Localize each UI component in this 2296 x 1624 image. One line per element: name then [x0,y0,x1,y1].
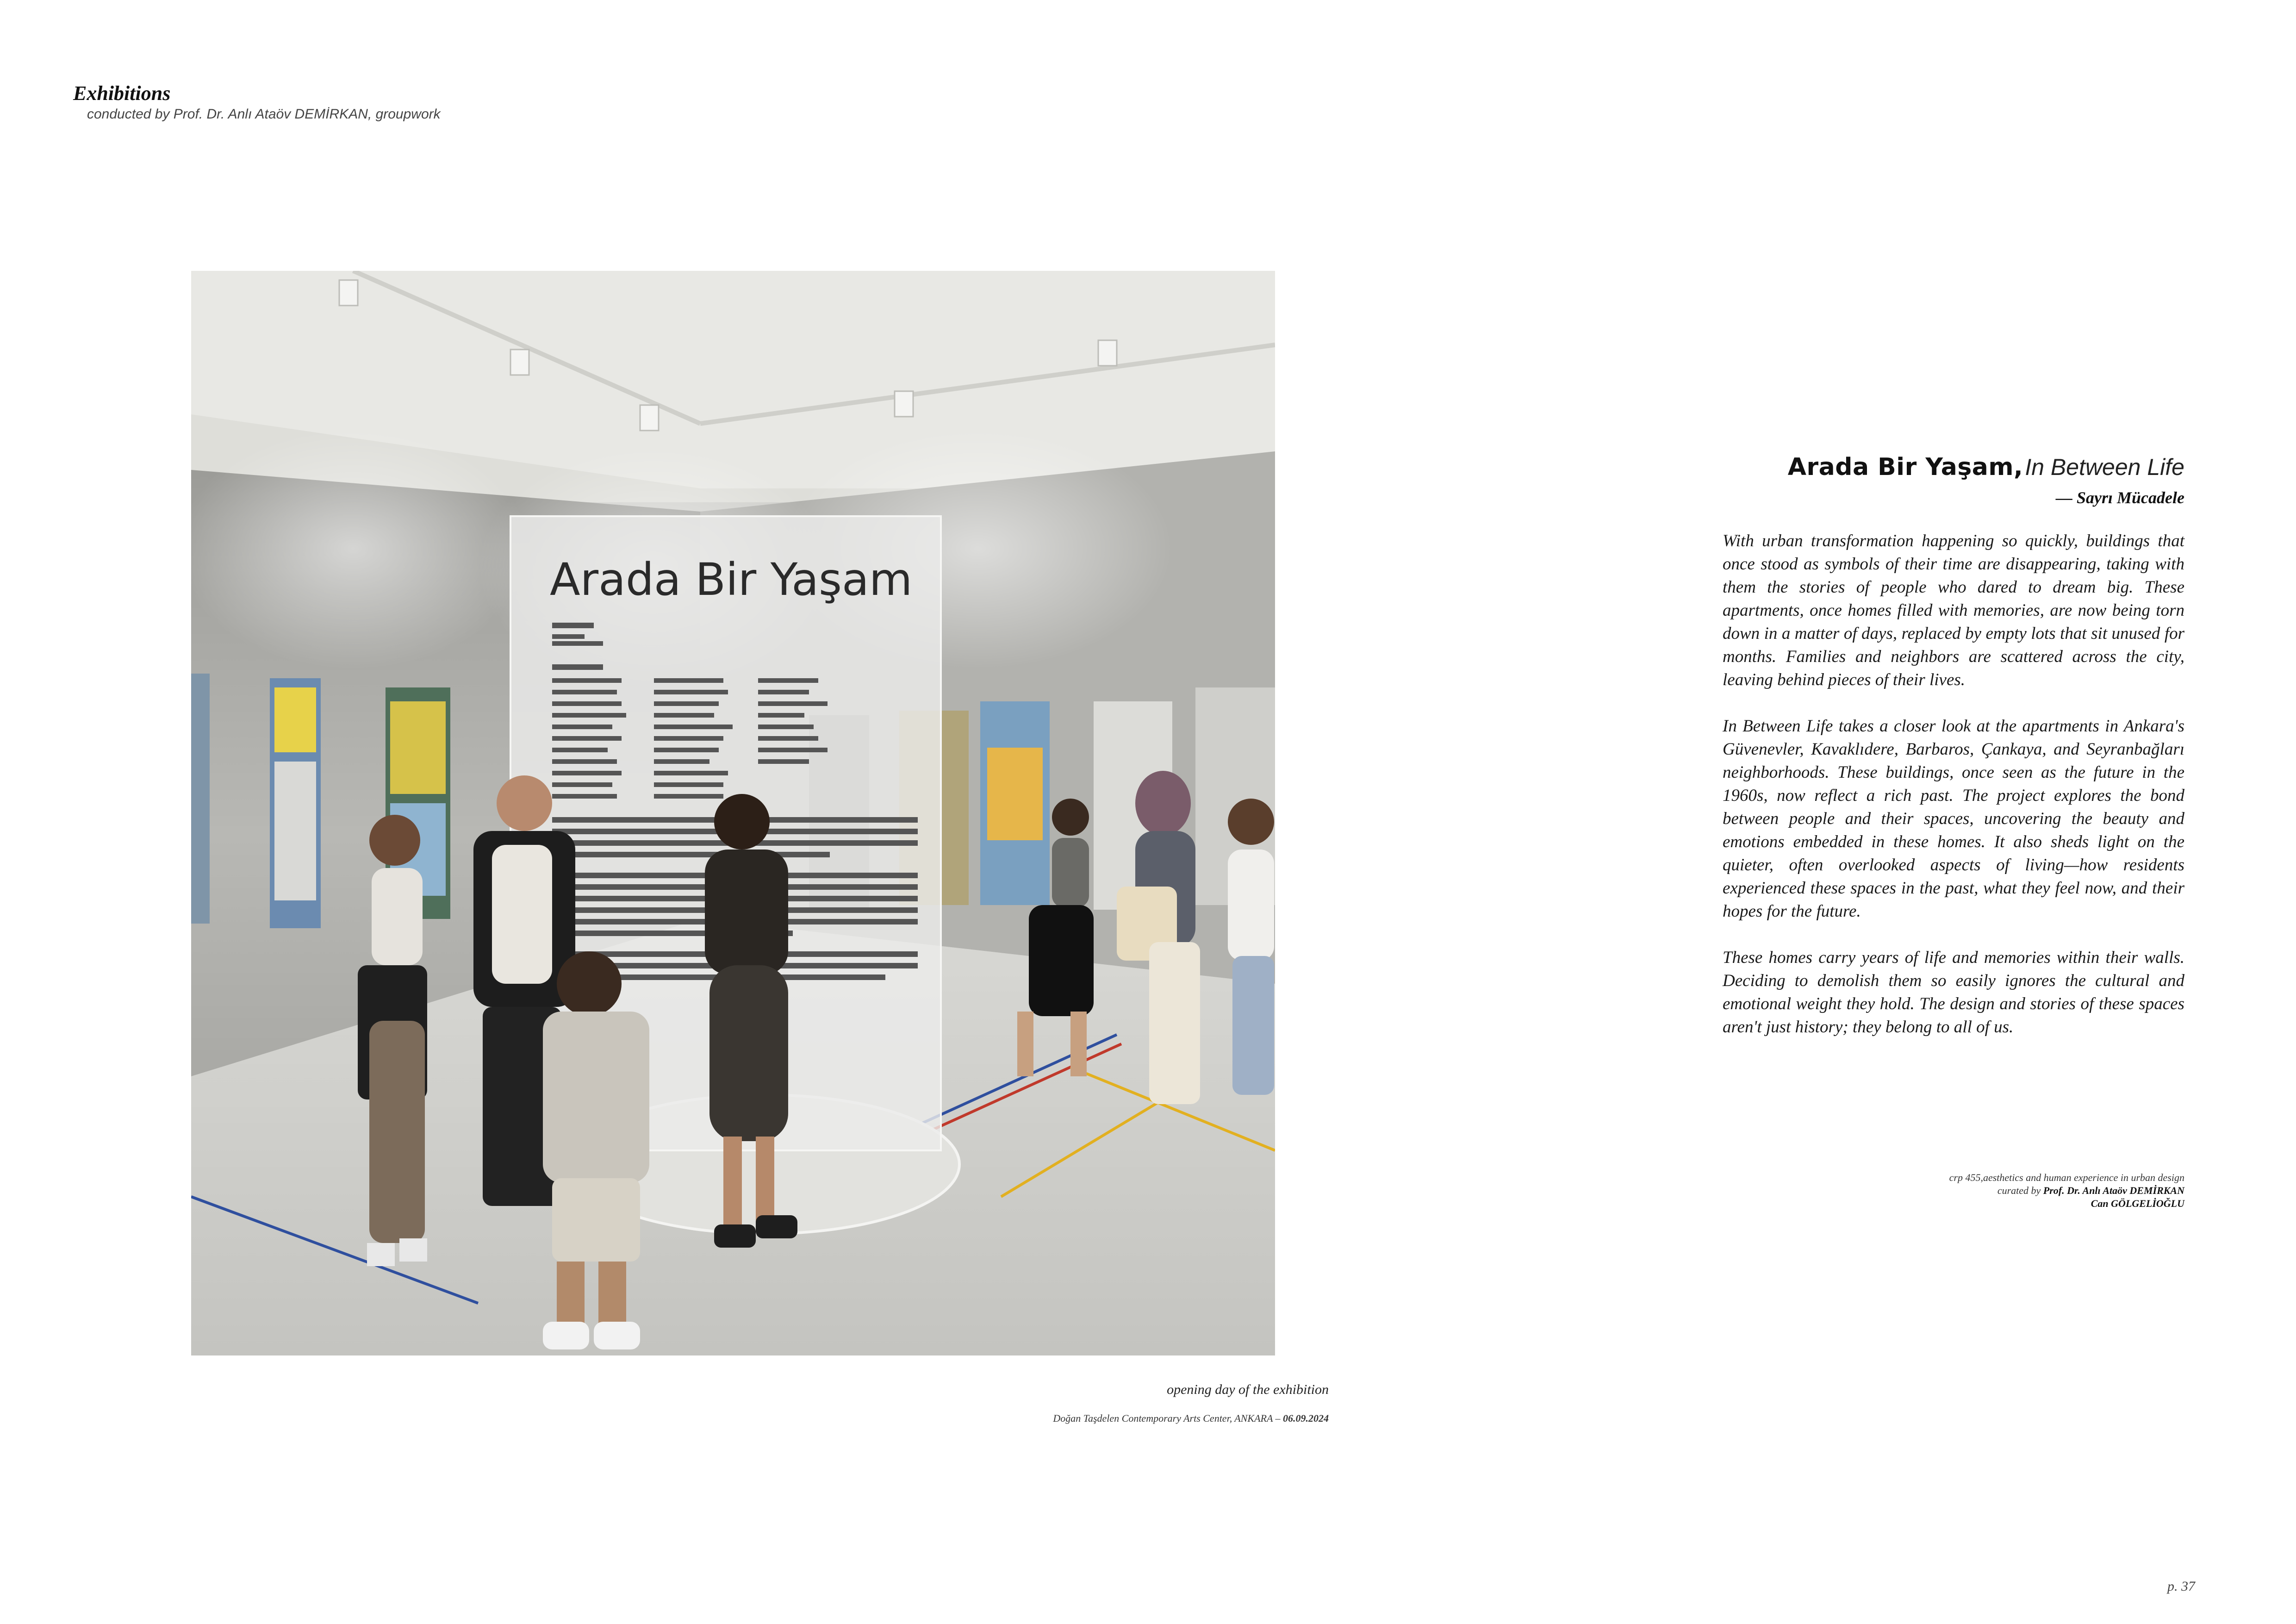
course-credit [1949,1171,2184,1210]
caption-venue-text: Doğan Taşdelen Contemporary Arts Center, ANKARA – [1053,1412,1283,1424]
curator-2-line [1949,1197,2184,1210]
article-title-sub: In Between Life [2025,454,2184,480]
article-body [1723,530,2184,1039]
paragraph: These homes carry years of life and memories within their walls. Deciding to demolish them so easily ignores the cultural and emotional weight they hold. The design and stories of these spaces aren't just history; they belong to all of us. [1723,948,2184,1037]
photo-caption [1053,1382,1329,1424]
article [1723,454,2184,1062]
section-credit: conducted by Prof. Dr. Anlı Ataöv DEMİRKAN, groupwork [87,106,441,122]
page-number: p. 37 [2167,1579,2195,1594]
curated-prefix: curated by [1997,1185,2043,1196]
section-title: Exhibitions [73,82,171,105]
caption-line: opening day of the exhibition [1167,1382,1329,1397]
curated-line [1949,1184,2184,1197]
article-title-main: Arada Bir Yaşam, [1787,453,2023,481]
caption-date: 06.09.2024 [1283,1412,1329,1424]
article-title [1723,454,2184,481]
paragraph: With urban transformation happening so quickly, buildings that once stood as symbols of their time are disappearing, taking with them the stories of people who dared to dream big. These apartments, once homes filled with memories, are now being torn down in a matter of days, replaced by empty lots that sit unused for months. Families and neighbors are scattered across the city, leaving behind pieces of their lives. [1723,531,2184,689]
article-author: — Sayrı Mücadele [2056,488,2184,507]
paragraph: In Between Life takes a closer look at the apartments in Ankara's Güvenevler, Kavaklıdere, Barbaros, Çankaya, and Seyranbağları neighborhoods. These buildings, once seen as the future in the 1960s, now reflect a rich past. The project explores the bond between people and their spaces, uncovering the beauty and emotions embedded in these homes. It also sheds light on the quieter, often overlooked aspects of living—how residents experienced these spaces in the past, what they feel now, and their hopes for the future. [1723,716,2184,921]
exhibition-photo-illustration [191,271,1275,1355]
caption-venue [1053,1412,1329,1424]
curator-2: Can GÖLGELİOĞLU [2091,1198,2184,1209]
page-header [73,82,441,122]
exhibition-photo [191,271,1275,1355]
panel-title: Arada Bir Yaşam [550,554,913,606]
curator-1: Prof. Dr. Anlı Ataöv DEMİRKAN [2043,1185,2184,1196]
course-line: crp 455,aesthetics and human experience in urban design [1949,1172,2184,1183]
